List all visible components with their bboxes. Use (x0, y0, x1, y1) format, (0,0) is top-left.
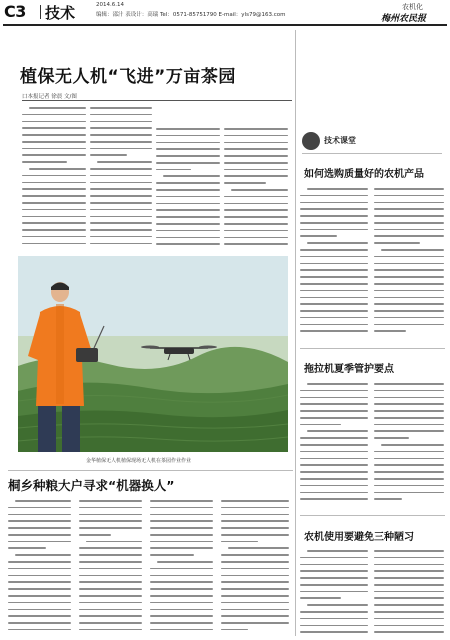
right-story3-col1 (300, 550, 368, 636)
lead-body-col1 (22, 107, 86, 253)
header-separator (40, 5, 41, 19)
paper-title: 梅州农民报 (381, 14, 427, 24)
right-story1-col2 (374, 188, 444, 343)
editor-line: 编辑：邵汁 表设计：高瑞 Tel：0571-85751790 E-mail：yls79@163.com (96, 12, 286, 18)
right-headline-2: 拖拉机夏季管护要点 (304, 364, 394, 375)
badge-label: 技术课堂 (324, 136, 356, 145)
second-body-col4 (221, 500, 289, 636)
right-headline-1: 如何选购质量好的农机产品 (304, 169, 424, 180)
right-story2-col2 (374, 383, 444, 511)
second-headline: 桐乡种粮大户寻求“机器换人” (8, 478, 175, 493)
lead-headline: 植保无人机“飞进”万亩茶园 (20, 67, 236, 87)
section-divider (300, 348, 445, 349)
lead-byline: 口本报记者 徐晨 文/图 (22, 94, 77, 100)
lead-body-col2 (90, 107, 152, 253)
right-story2-col1 (300, 383, 368, 511)
right-story3-col2 (374, 550, 444, 636)
photo-caption: 金华植保无人机植保现场无人机在茶园作业作业 (86, 458, 192, 464)
badge-rule (302, 153, 442, 154)
lead-body-col4 (224, 128, 288, 253)
column-tag: 农机化 (402, 3, 423, 11)
second-body-col2 (79, 500, 142, 636)
badge-disc-icon (302, 132, 320, 150)
header-rule (3, 24, 447, 26)
byline-rule (22, 100, 292, 101)
lead-photo (18, 256, 288, 452)
right-story1-col1 (300, 188, 368, 343)
right-headline-3: 农机使用要避免三种陋习 (304, 532, 414, 543)
section-divider (8, 470, 293, 471)
section-title: 技术 (45, 4, 76, 22)
page-code: C3 (4, 2, 26, 21)
second-body-col1 (8, 500, 71, 636)
page-header (0, 0, 450, 24)
column-divider (295, 30, 296, 636)
tech-class-badge (302, 132, 392, 150)
section-divider (300, 515, 445, 516)
drone-operator-illustration (18, 256, 288, 452)
second-body-col3 (150, 500, 213, 636)
lead-body-col3 (156, 128, 220, 253)
issue-date: 2014.6.14 (96, 2, 124, 8)
